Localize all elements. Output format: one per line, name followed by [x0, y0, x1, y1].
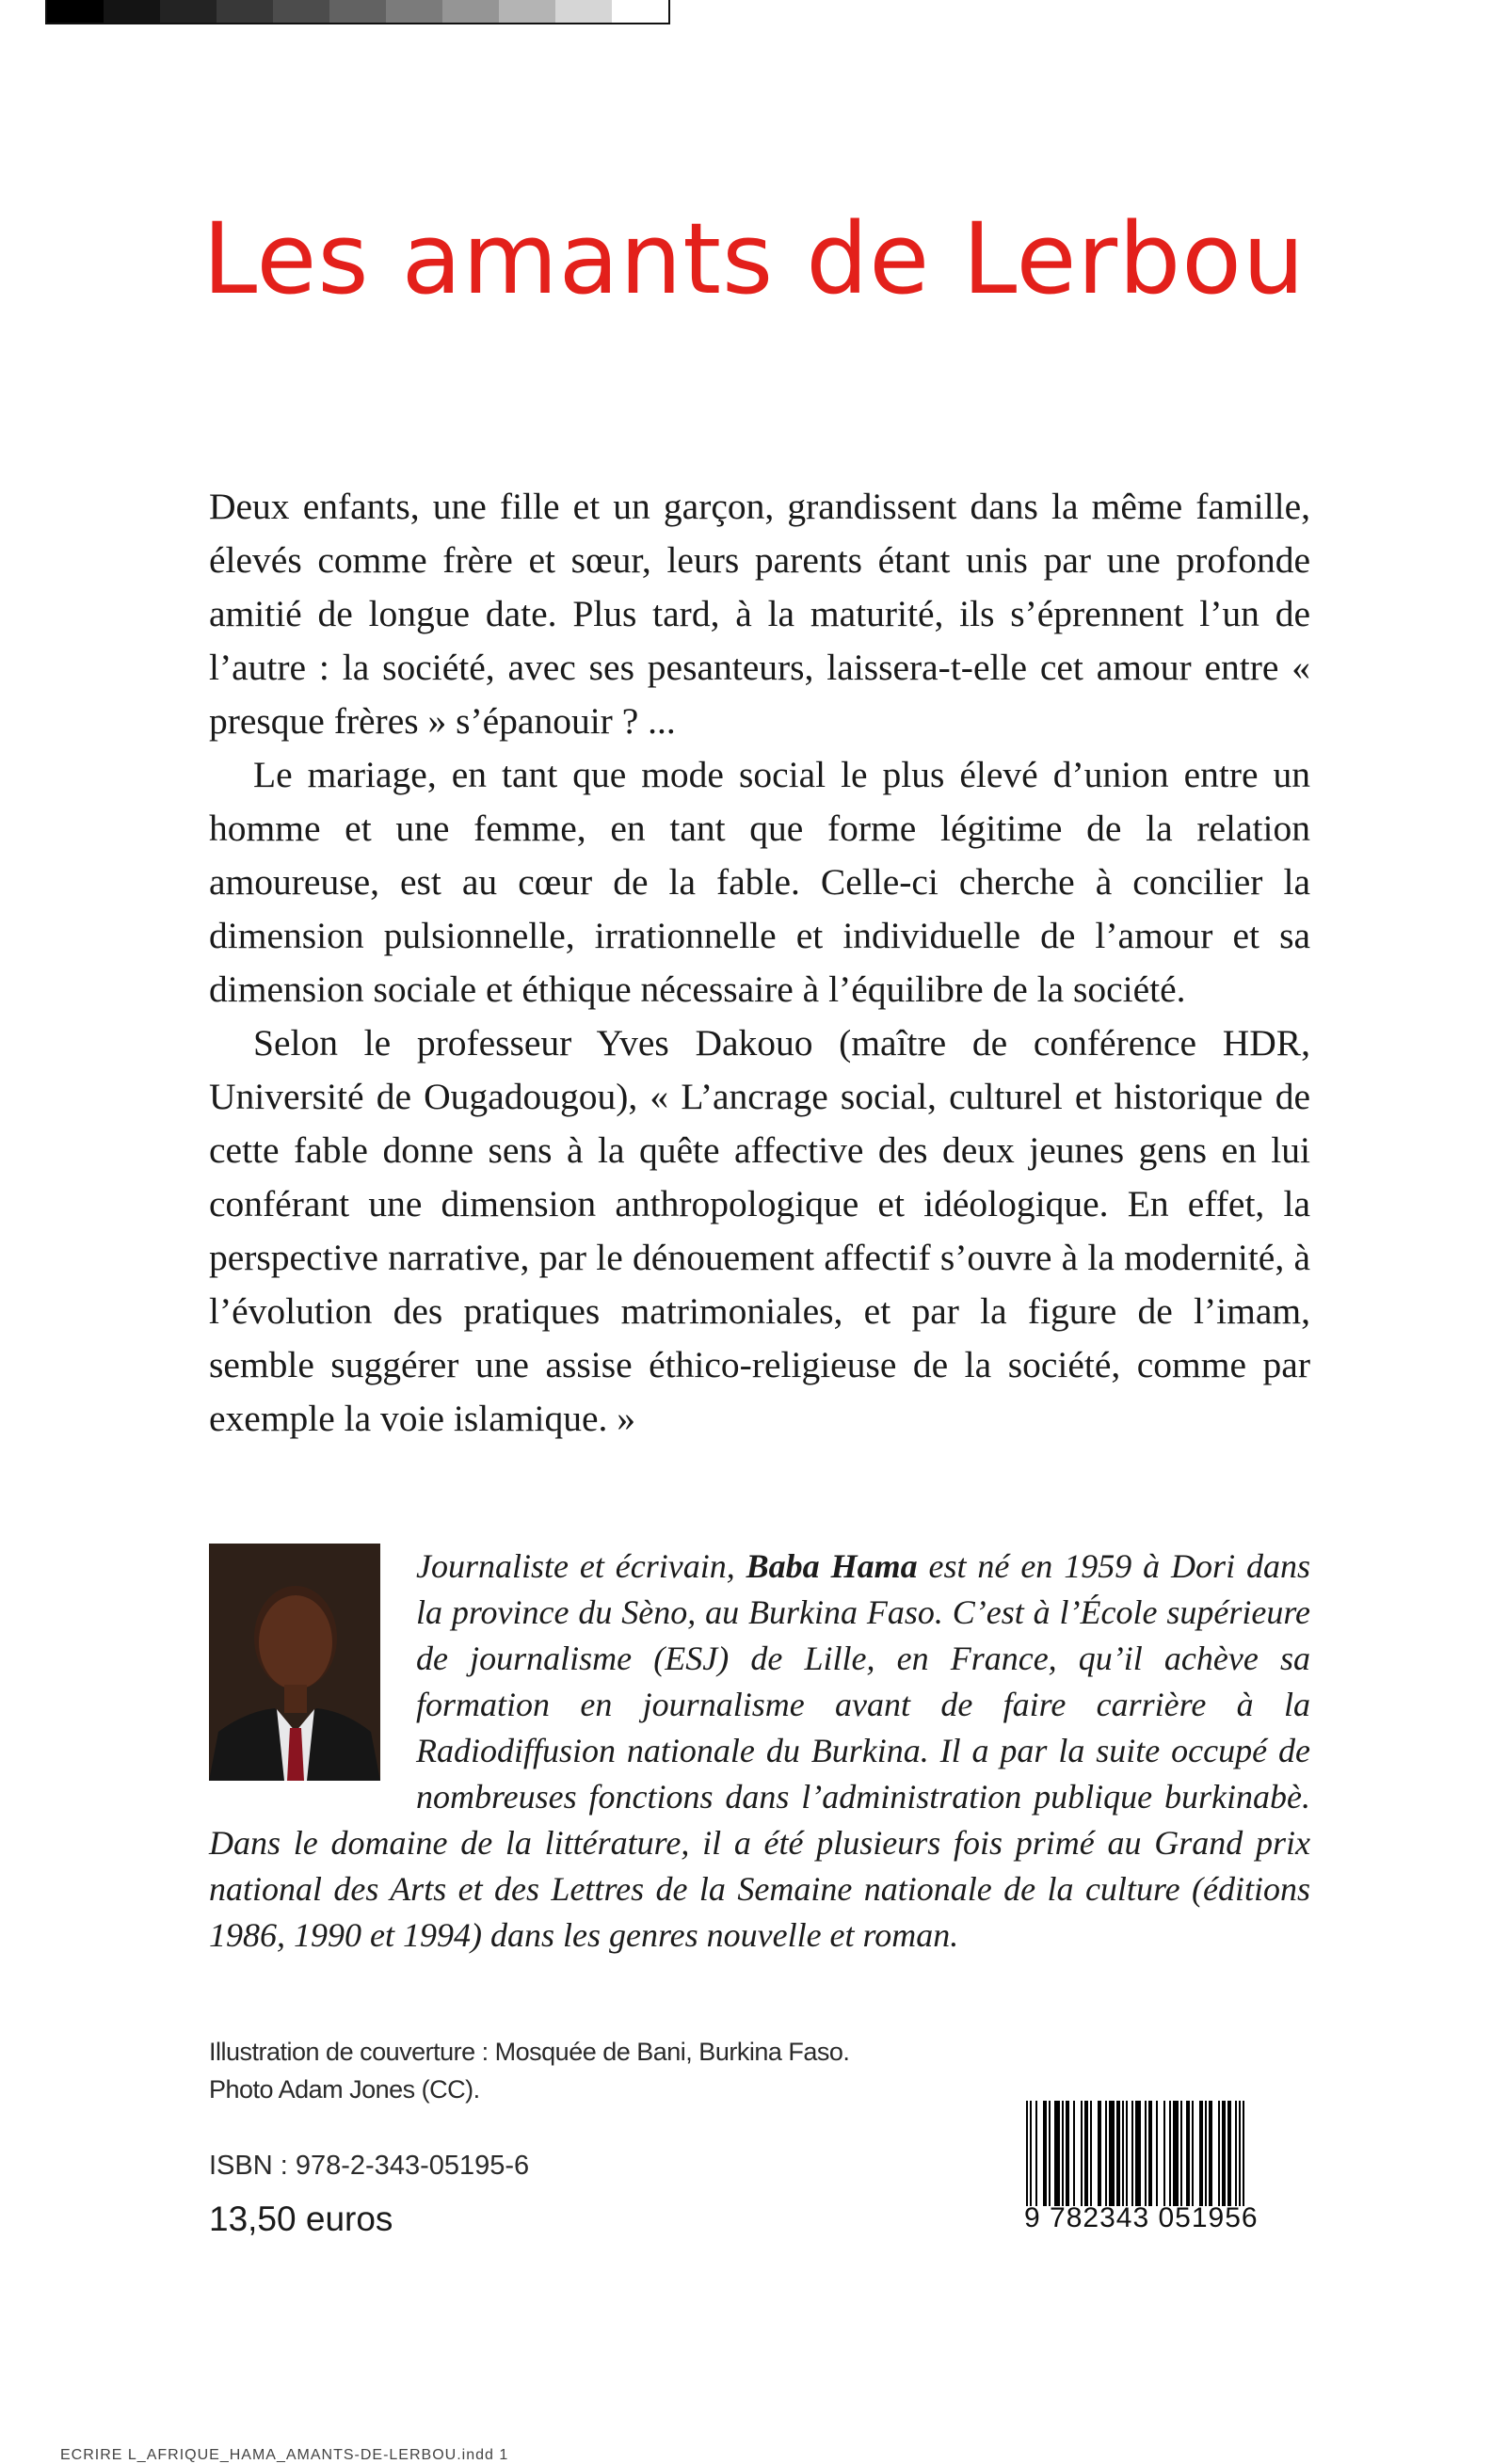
- color-swatch: [217, 0, 273, 23]
- barcode: [1026, 2101, 1301, 2211]
- isbn: ISBN : 978-2-343-05195-6: [209, 2151, 530, 2181]
- photo-credit: Photo Adam Jones (CC).: [209, 2075, 480, 2104]
- color-swatch: [386, 0, 442, 23]
- color-swatch: [612, 0, 668, 23]
- summary-paragraph-3: Selon le professeur Yves Dakouo (maître de conférence HDR, Université de Ougadougou), « L’ancrage social, culturel et historique de cette fable donne sens à la quête affective des deux jeunes gens en lui conférant une dimension anthropologique et idéologique. En effet, la perspective narrative, par le dénouement affectif s’ouvre à la modernité, à l’évolution des pratiques matrimoniales, et par la figure de l’imam, semble suggérer une assise éthico-religieuse de la société, comme par exemple la voie islamique. »: [209, 1022, 1310, 1439]
- color-swatch: [47, 0, 104, 23]
- bio-intro: Journaliste et écrivain,: [416, 1547, 746, 1585]
- bio-rest: est né en 1959 à Dori dans la province du Sèno, au Burkina Faso. C’est à l’École supérieure de journalisme (ESJ) de Lille, en France, qu’il achève sa formation en journalisme avant de faire carrière à la Radiodiffusion nationale du Burkina. Il a par la suite occupé de nombreuses fonctions dans l’administration publique burkinabè. Dans le domaine de la littérature, il a été plusieurs fois primé au Grand prix national des Arts et des Lettres de la Semaine nationale de la culture (éditions 1986, 1990 et 1994) dans les genres nouvelle et roman.: [209, 1547, 1310, 1954]
- print-footer: ECRIRE L_AFRIQUE_HAMA_AMANTS-DE-LERBOU.indd 1: [60, 2447, 509, 2463]
- illustration-credit: Illustration de couverture : Mosquée de Bani, Burkina Faso.: [209, 2038, 850, 2066]
- price: 13,50 euros: [209, 2200, 393, 2238]
- author-photo: [209, 1544, 380, 1781]
- book-title: Les amants de Lerbou: [202, 201, 1306, 316]
- color-swatch: [499, 0, 555, 23]
- color-swatch: [329, 0, 386, 23]
- color-swatch: [555, 0, 612, 23]
- color-swatch: [104, 0, 160, 23]
- barcode-digits: 9 782343 051956: [1024, 2202, 1259, 2233]
- color-swatch: [442, 0, 499, 23]
- summary-paragraph-1: Deux enfants, une fille et un garçon, grandissent dans la même famille, élevés comme frère et sœur, leurs parents étant unis par une profonde amitié de longue date. Plus tard, à la maturité, ils s’éprennent l’un de l’autre : la société, avec ses pesanteurs, laissera-t-elle cet amour entre « presque frères » s’épanouir ? ...: [209, 486, 1310, 742]
- color-swatch: [273, 0, 329, 23]
- color-swatch: [160, 0, 217, 23]
- print-color-bar: [45, 0, 670, 24]
- back-cover-summary: [209, 480, 1310, 1446]
- author-name: Baba Hama: [746, 1547, 918, 1585]
- summary-paragraph-2: Le mariage, en tant que mode social le plus élevé d’union entre un homme et une femme, en tant que forme légitime de la relation amoureuse, est au cœur de la fable. Celle-ci cherche à concilier la dimension pulsionnelle, irrationnelle et individuelle de l’amour et sa dimension sociale et éthique nécessaire à l’équilibre de la société.: [209, 754, 1310, 1010]
- cover-credits: [209, 2033, 849, 2108]
- author-bio: [209, 1544, 1310, 1959]
